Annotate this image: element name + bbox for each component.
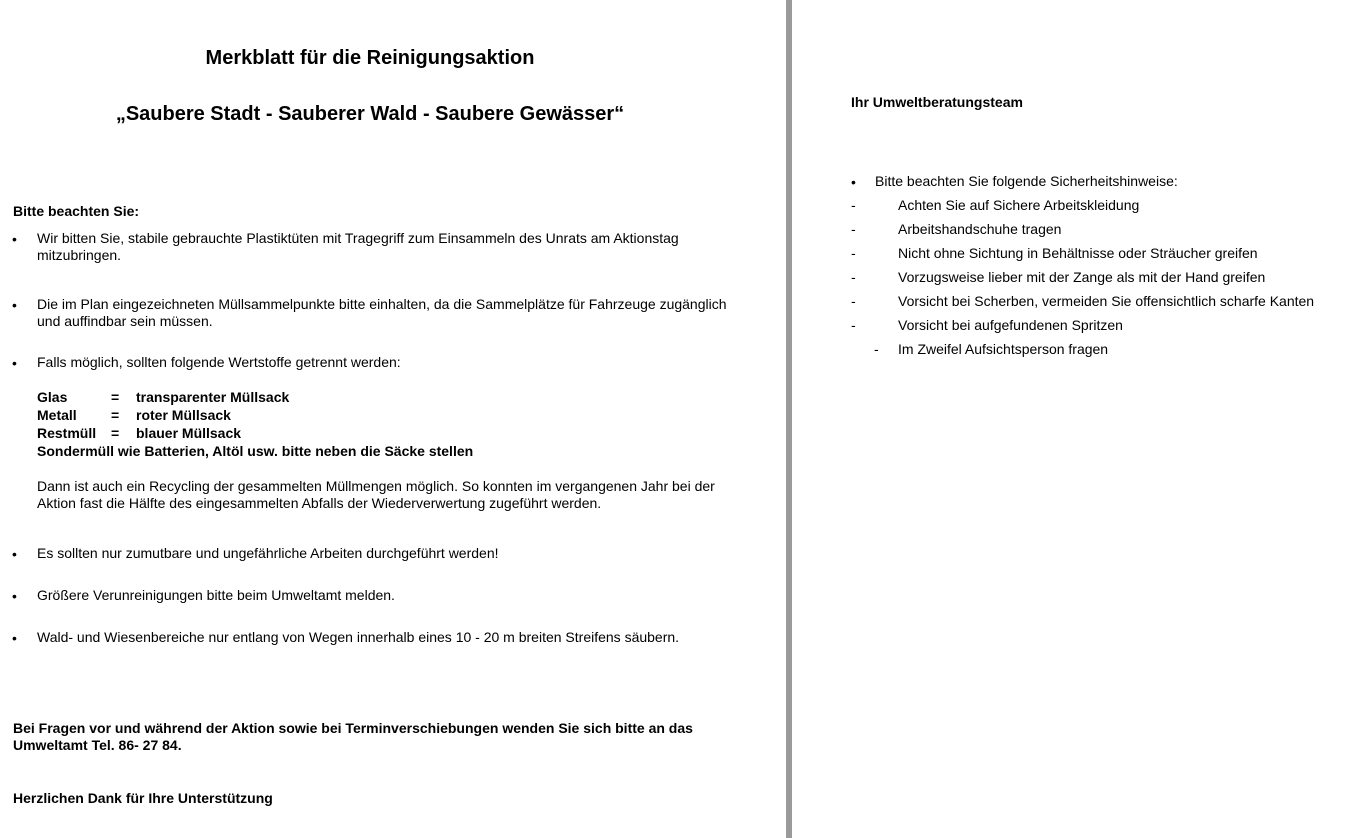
special-waste-note: Sondermüll wie Batterien, Altöl usw. bitte neben die Säcke stellen [37,443,474,459]
dash-marker: - [874,341,879,357]
bullet-marker: • [12,546,17,562]
material-name: Metall [37,407,77,423]
safety-item: Achten Sie auf Sichere Arbeitskleidung [898,197,1140,213]
material-name: Restmüll [37,425,97,441]
safety-heading: Bitte beachten Sie folgende Sicherheitshinweise: [875,173,1178,189]
document-page-right [792,0,1354,838]
bullet-marker: • [12,231,17,247]
bullet-separation: Falls möglich, sollten folgende Wertstoffe getrennt werden: [37,354,401,370]
material-name: Glas [37,389,68,405]
material-equals: = [111,389,120,405]
bullet-marker: • [12,355,17,371]
document-subtitle: „Saubere Stadt - Sauberer Wald - Saubere Gewässer“ [115,103,625,125]
material-equals: = [111,425,120,441]
document-title: Merkblatt für die Reinigungsaktion [205,47,535,69]
safety-item: Arbeitshandschuhe tragen [898,221,1062,237]
dash-marker: - [851,293,856,309]
dash-marker: - [851,197,856,213]
bullet-report-pollution: Größere Verunreinigungen bitte beim Umweltamt melden. [37,587,395,603]
bullet-marker: • [12,297,17,313]
dash-marker: - [851,221,856,237]
safety-item: Vorsicht bei aufgefundenen Spritzen [898,317,1123,333]
material-equals: = [111,407,120,423]
bullet-forest-areas: Wald- und Wiesenbereiche nur entlang von Wegen innerhalb eines 10 - 20 m breiten Streifens säubern. [37,629,680,645]
bullet-marker: • [12,588,17,604]
safety-item: Vorsicht bei Scherben, vermeiden Sie offensichtlich scharfe Kanten [898,293,1315,309]
bullet-marker: • [851,174,856,190]
safety-item: Im Zweifel Aufsichtsperson fragen [898,341,1109,357]
safety-item: Nicht ohne Sichtung in Behältnisse oder Sträucher greifen [898,245,1258,261]
contact-info: Bei Fragen vor und während der Aktion sowie bei Terminverschiebungen wenden Sie sich bitte an das Umweltamt Tel. 86- 27 84. [13,720,693,753]
material-bag: blauer Müllsack [136,425,242,441]
team-signature: Ihr Umweltberatungsteam [851,94,1023,110]
thanks-note: Herzlichen Dank für Ihre Unterstützung [13,790,273,806]
dash-marker: - [851,317,856,333]
bullet-marker: • [12,630,17,646]
material-bag: roter Müllsack [136,407,231,423]
safety-item: Vorzugsweise lieber mit der Zange als mit der Hand greifen [898,269,1266,285]
material-bag: transparenter Müllsack [136,389,290,405]
bullet-safe-work: Es sollten nur zumutbare und ungefährliche Arbeiten durchgeführt werden! [37,545,499,561]
bullet-collection-points: Die im Plan eingezeichneten Müllsammelpunkte bitte einhalten, da die Sammelplätze für Fahrzeuge zugänglich und auffindbar sein müssen. [37,296,727,329]
dash-marker: - [851,245,856,261]
bullet-plastic-bags: Wir bitten Sie, stabile gebrauchte Plastiktüten mit Tragegriff zum Einsammeln des Unrats am Aktionstag mitzubringen. [37,230,679,263]
notice-heading: Bitte beachten Sie: [13,203,140,219]
recycling-text: Dann ist auch ein Recycling der gesammelten Müllmengen möglich. So konnten im vergangenen Jahr bei der Aktion fast die Hälfte des eingesammelten Abfalls der Wiederverwertung zugeführt werden. [37,478,715,511]
dash-marker: - [851,269,856,285]
